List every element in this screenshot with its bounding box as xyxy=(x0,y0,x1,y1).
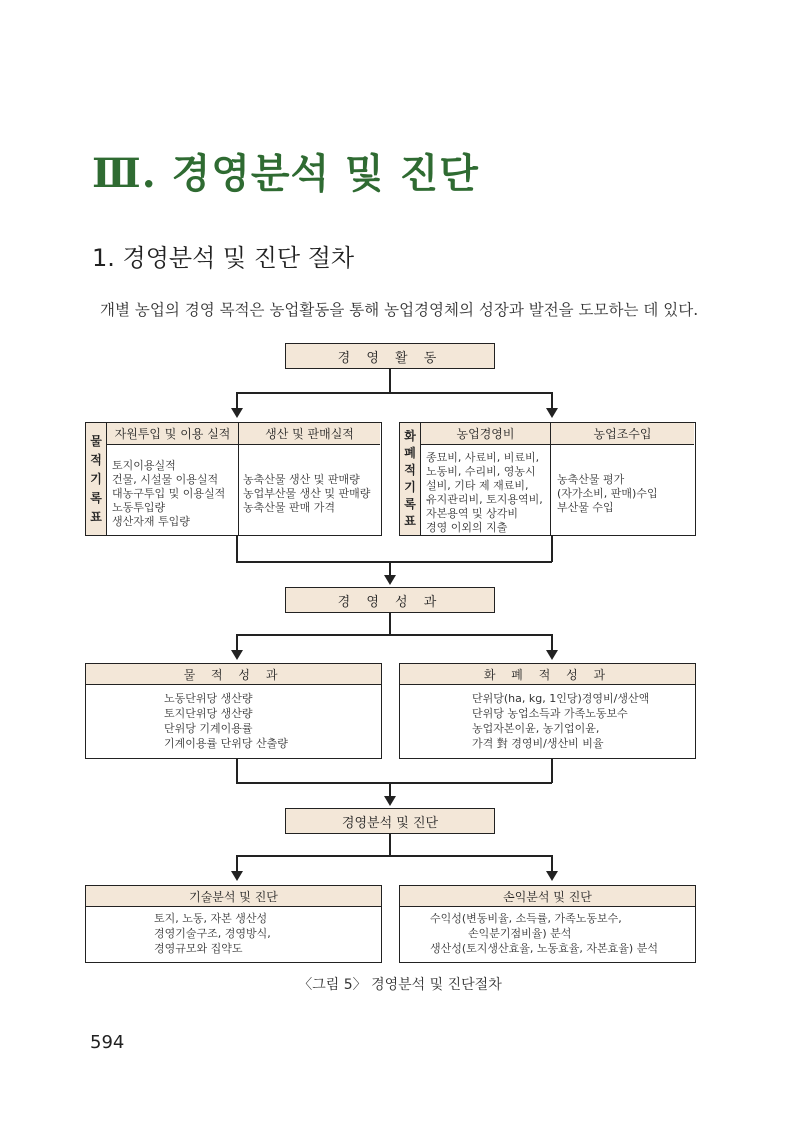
connector-line xyxy=(389,613,391,635)
arrow-down-icon xyxy=(384,575,396,585)
arrow-down-icon xyxy=(546,871,558,881)
connector-line xyxy=(551,759,553,783)
connector-line xyxy=(236,536,238,562)
monetary-col1-header: 농업경영비 xyxy=(421,423,550,445)
connector-line xyxy=(551,634,553,650)
monetary-result-box xyxy=(399,663,696,759)
arrow-down-icon xyxy=(384,796,396,806)
arrow-down-icon xyxy=(231,871,243,881)
arrow-down-icon xyxy=(231,408,243,418)
chapter-title: Ⅲ. 경영분석 및 진단 xyxy=(92,150,479,197)
tech-analysis-box xyxy=(85,885,382,963)
tech-analysis-list: 토지, 노동, 자본 생산성 경영기술구조, 경영방식, 경영규모와 집약도 xyxy=(154,912,271,955)
monetary-col1-list: 종묘비, 사료비, 비료비, 노동비, 수리비, 영농시 설비, 기타 제 재료비, 유지관리비, 토지용역비, 자본용역 및 상각비 경영 이외의 지출 xyxy=(426,451,543,534)
connector-line xyxy=(236,782,552,784)
connector-line xyxy=(236,561,552,563)
connector-line xyxy=(236,392,552,394)
monetary-result-title: 화 폐 적 성 과 xyxy=(400,664,695,685)
arrow-down-icon xyxy=(546,650,558,660)
analysis-header: 경영분석 및 진단 xyxy=(285,808,495,834)
connector-line xyxy=(389,369,391,392)
activity-header: 경 영 활 동 xyxy=(285,343,495,369)
connector-line xyxy=(551,536,553,562)
connector-line xyxy=(389,834,391,856)
profit-analysis-title: 손익분석 및 진단 xyxy=(400,886,695,907)
profit-analysis-box xyxy=(399,885,696,963)
physical-col2-list: 농축산물 생산 및 판매량 농업부산물 생산 및 판매량 농축산물 판매 가격 xyxy=(243,473,371,514)
arrow-down-icon xyxy=(231,650,243,660)
page-number: 594 xyxy=(90,1032,125,1053)
physical-result-title: 물 적 성 과 xyxy=(86,664,381,685)
connector-line xyxy=(236,855,552,857)
connector-line xyxy=(236,634,552,636)
results-header: 경 영 성 과 xyxy=(285,587,495,613)
figure-caption: 〈그림 5〉 경영분석 및 진단절차 xyxy=(298,977,502,993)
connector-line xyxy=(389,782,391,796)
arrow-down-icon xyxy=(546,408,558,418)
section-title: 1. 경영분석 및 진단 절차 xyxy=(92,244,355,272)
physical-col2-header: 생산 및 판매실적 xyxy=(239,423,380,445)
physical-record-table xyxy=(85,422,382,536)
physical-result-box xyxy=(85,663,382,759)
connector-line xyxy=(551,392,553,408)
monetary-record-table xyxy=(399,422,696,536)
physical-record-side-label: 물 적 기 록 표 xyxy=(86,423,107,535)
profit-analysis-list: 수익성(변동비율, 소득률, 가족노동보수, 손익분기점비율) 분석 생산성(토지생산효율, 노동효율, 자본효율) 분석 xyxy=(430,912,658,955)
connector-line xyxy=(236,855,238,871)
monetary-result-list: 단위당(ha, kg, 1인당)경영비/생산액 단위당 농업소득과 가족노동보수 농업자본이윤, 농기업이윤, 가격 對 경영비/생산비 비율 xyxy=(472,692,650,750)
connector-line xyxy=(236,634,238,650)
monetary-record-side-label: 화 폐 적 기 록 표 xyxy=(400,423,421,535)
connector-line xyxy=(236,392,238,408)
physical-col1-header: 자원투입 및 이용 실적 xyxy=(107,423,238,445)
physical-result-list: 노동단위당 생산량 토지단위당 생산량 단위당 기계이용률 기계이용률 단위당 산출량 xyxy=(164,692,288,750)
monetary-col2-header: 농업조수입 xyxy=(551,423,694,445)
connector-line xyxy=(551,855,553,871)
tech-analysis-title: 기술분석 및 진단 xyxy=(86,886,381,907)
physical-col1-list: 토지이용실적 건물, 시설물 이용실적 대농구투입 및 이용실적 노동투입량 생산자재 투입량 xyxy=(112,459,226,528)
intro-text: 개별 농업의 경영 목적은 농업활동을 통해 농업경영체의 성장과 발전을 도모하는 데 있다. xyxy=(100,301,699,319)
connector-line xyxy=(389,561,391,575)
connector-line xyxy=(236,759,238,783)
monetary-col2-list: 농축산물 평가 (자가소비, 판매)수입 부산물 수입 xyxy=(557,473,658,514)
